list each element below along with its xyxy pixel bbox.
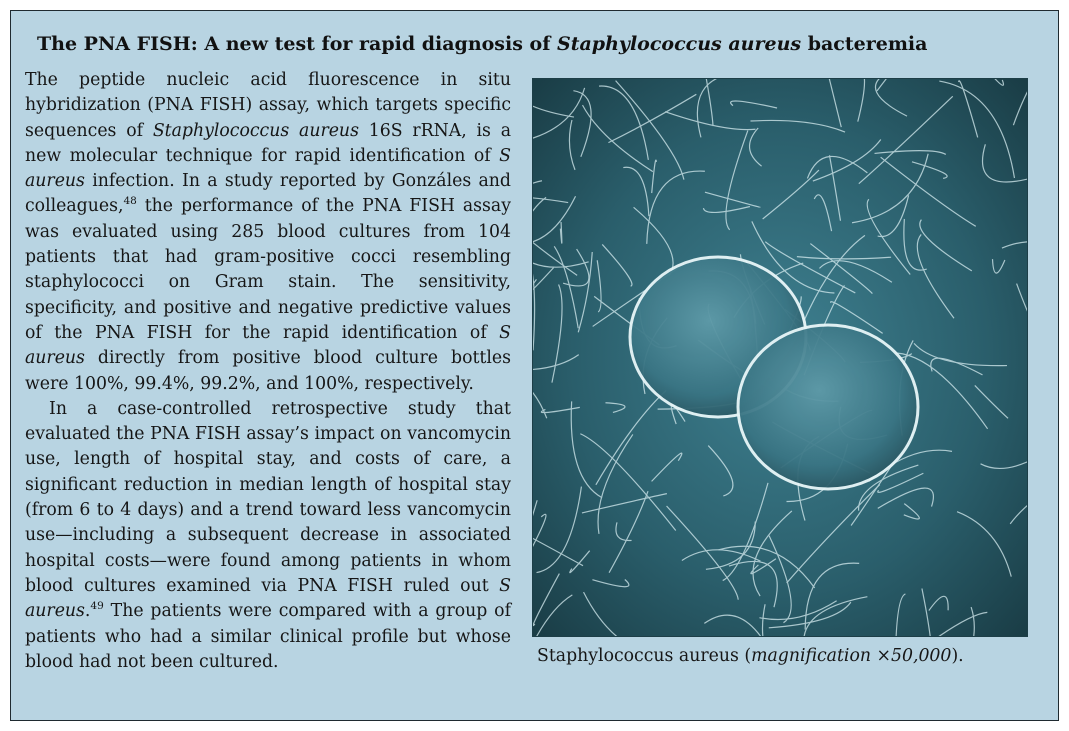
micrograph-image — [532, 78, 1028, 637]
p2-text-2: . — [84, 601, 91, 622]
p1-organism-3: S aureus — [25, 322, 511, 369]
caption-text-1: Staphylococcus aureus ( — [537, 646, 752, 666]
paragraph-2 — [25, 397, 511, 675]
p1-organism-2: S aureus — [25, 145, 511, 192]
sidebar-title — [37, 33, 927, 55]
title-text-end: bacteremia — [801, 33, 928, 55]
p2-text-3: The patients were compared with a group of patients who had a similar clinical profile but whose blood had not been cultured. — [25, 601, 511, 672]
paragraph-1 — [25, 68, 511, 397]
p1-text-1: The peptide nucleic acid fluorescence in situ hybridization (PNA FISH) assay, which targets specific sequences of — [25, 70, 511, 141]
caption-text-2: ). — [951, 646, 964, 666]
p2-text-1: In a case-controlled retrospective study that evaluated the PNA FISH assay’s impact on vancomycin use, length of hospital stay, and costs of care, a significant reduction in median length of hospital stay (from 6 to 4 days) and a trend toward less vancomycin use—including a subsequent decrease in associated hospital costs—were found among patients in whom blood cultures examined via PNA FISH ruled out — [25, 398, 511, 596]
p1-text-3: infection. In a study reported by Gonzáles and colleagues, — [25, 171, 511, 217]
p1-text-5: directly from positive blood culture bottles were 100%, 99.4%, 99.2%, and 100%, respectively. — [25, 348, 511, 394]
caption-magnification: magnification ×50,000 — [751, 646, 952, 666]
p1-organism-1: Staphylococcus aureus — [152, 120, 359, 141]
cell-right — [738, 325, 918, 489]
figure-caption — [537, 646, 964, 666]
body-text — [25, 68, 511, 675]
p2-organism-1: S aureus — [25, 575, 511, 622]
title-organism: Staphylococcus aureus — [557, 33, 802, 55]
reference-48: 48 — [123, 195, 137, 208]
micrograph-illustration — [533, 79, 1027, 636]
reference-49: 49 — [90, 600, 104, 613]
p1-text-4: the performance of the PNA FISH assay was evaluated using 285 blood cultures from 104 patients that had gram-positive cocci resembling staphylococci on Gram stain. The sensitivity, specificity, and positive and negative predictive values of the PNA FISH for the rapid identification of — [25, 196, 511, 343]
p1-text-2: 16S rRNA, is a new molecular technique for rapid identification of — [25, 120, 511, 166]
title-text: The PNA FISH: A new test for rapid diagnosis of — [37, 33, 557, 55]
